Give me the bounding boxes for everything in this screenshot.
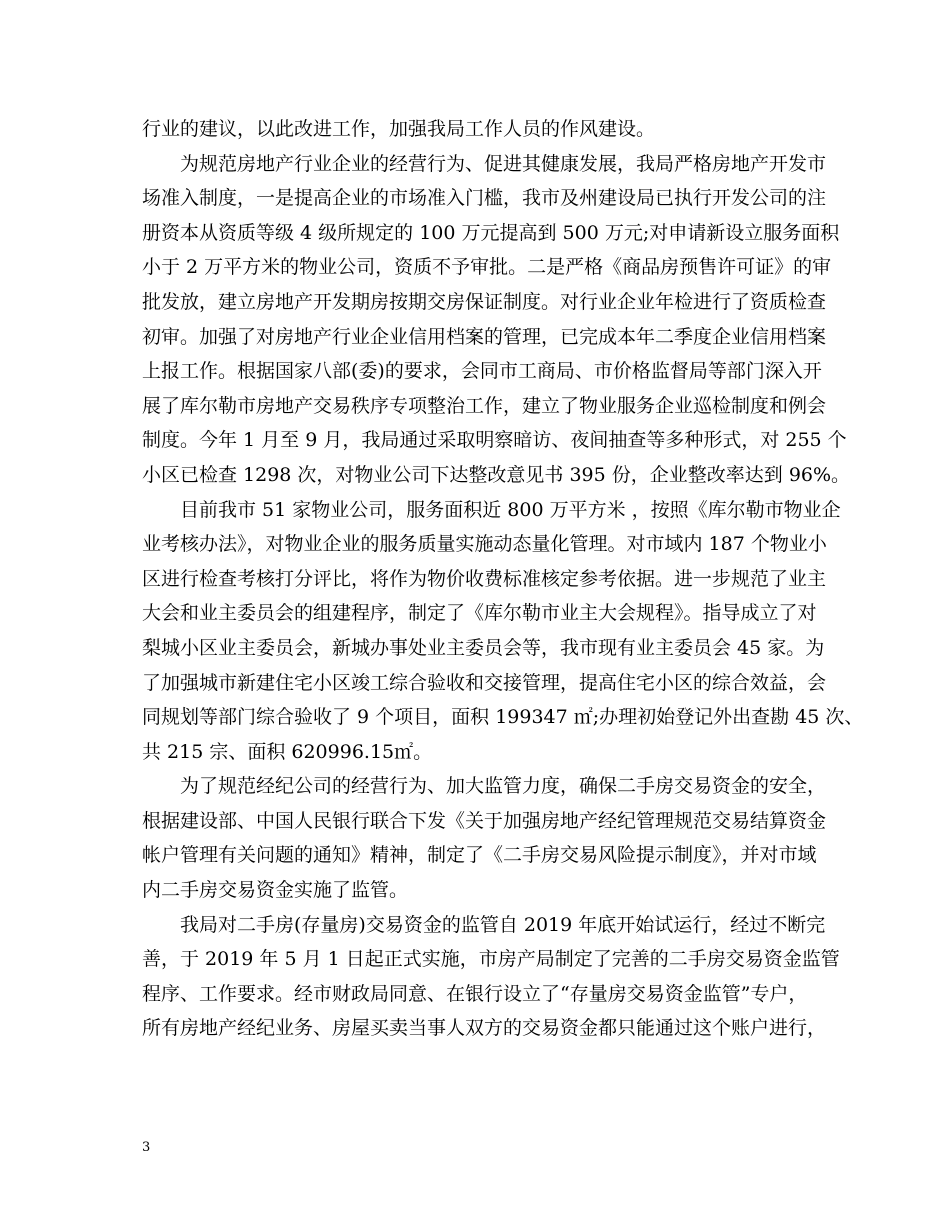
- text-line: 大会和业主委员会的组建程序，制定了《库尔勒市业主大会规程》。指导成立了对: [142, 602, 817, 625]
- text-line: 区进行检查考核打分评比，将作为物价收费标准核定参考依据。进一步规范了业主: [142, 567, 827, 590]
- text-line: 初审。加强了对房地产行业企业信用档案的管理，已完成本年二季度企业信用档案: [142, 325, 827, 348]
- text-line: 制度。今年 1 月至 9 月，我局通过采取明察暗访、夜间抽查等多种形式，对 255 个: [142, 429, 847, 452]
- paragraph: [142, 908, 840, 1046]
- text-line: 共 215 宗、面积 620996.15㎡。: [142, 740, 433, 763]
- paragraph: [142, 769, 827, 907]
- text-line: 根据建设部、中国人民银行联合下发《关于加强房地产经纪管理规范交易结算资金: [142, 809, 827, 832]
- text-line: 帐户管理有关问题的通知》精神，制定了《二手房交易风险提示制度》，并对市域: [142, 844, 817, 867]
- text-line: 梨城小区业主委员会，新城办事处业主委员会等，我市现有业主委员会 45 家。为: [142, 636, 825, 659]
- text-line: 所有房地产经纪业务、房屋买卖当事人双方的交易资金都只能通过这个账户进行，: [142, 1017, 827, 1040]
- text-line: 我局对二手房(存量房)交易资金的监管自 2019 年底开始试运行，经过不断完: [180, 913, 826, 936]
- text-line: 小区已检查 1298 次，对物业公司下达整改意见书 395 份，企业整改率达到 96%。: [142, 463, 851, 486]
- text-line: 程序、工作要求。经市财政局同意、在银行设立了“存量房交易资金监管”专户，: [142, 982, 808, 1005]
- text-line: 同规划等部门综合验收了 9 个项目，面积 199347 ㎡;办理初始登记外出查勘 45 次、: [142, 706, 864, 729]
- text-line: 场准入制度，一是提高企业的市场准入门槛，我市及州建设局已执行开发公司的注: [142, 187, 827, 210]
- paragraph: [142, 493, 864, 770]
- text-line: 目前我市 51 家物业公司，服务面积近 800 万平方米 ，按照《库尔勒市物业企: [180, 498, 841, 521]
- text-line: 小于 2 万平方米的物业公司，资质不予审批。二是严格《商品房预售许可证》的审: [142, 256, 832, 279]
- text-line: 册资本从资质等级 4 级所规定的 100 万元提高到 500 万元;对申请新设立服务面积: [142, 221, 840, 244]
- paragraph: [142, 147, 851, 493]
- text-line: 业考核办法》，对物业企业的服务质量实施动态量化管理。对市域内 187 个物业小: [142, 533, 827, 556]
- text-line: 为规范房地产行业企业的经营行为、促进其健康发展，我局严格房地产开发市: [180, 152, 827, 175]
- document-body: [142, 112, 864, 1046]
- page-number: 3: [142, 1140, 151, 1155]
- text-line: 了加强城市新建住宅小区竣工综合验收和交接管理，提高住宅小区的综合效益，会: [142, 671, 827, 694]
- text-line: 行业的建议，以此改进工作，加强我局工作人员的作风建设。: [142, 118, 656, 140]
- text-line: 上报工作。根据国家八部(委)的要求，会同市工商局、市价格监督局等部门深入开: [142, 360, 822, 383]
- paragraph: [142, 112, 822, 147]
- text-line: 展了库尔勒市房地产交易秩序专项整治工作，建立了物业服务企业巡检制度和例会: [142, 394, 827, 417]
- text-line: 为了规范经纪公司的经营行为、加大监管力度，确保二手房交易资金的安全，: [180, 775, 827, 798]
- text-line: 善，于 2019 年 5 月 1 日起正式实施，市房产局制定了完善的二手房交易资金监管: [142, 948, 840, 971]
- text-line: 批发放，建立房地产开发期房按期交房保证制度。对行业企业年检进行了资质检查: [142, 290, 827, 313]
- text-line: 内二手房交易资金实施了监管。: [142, 879, 409, 902]
